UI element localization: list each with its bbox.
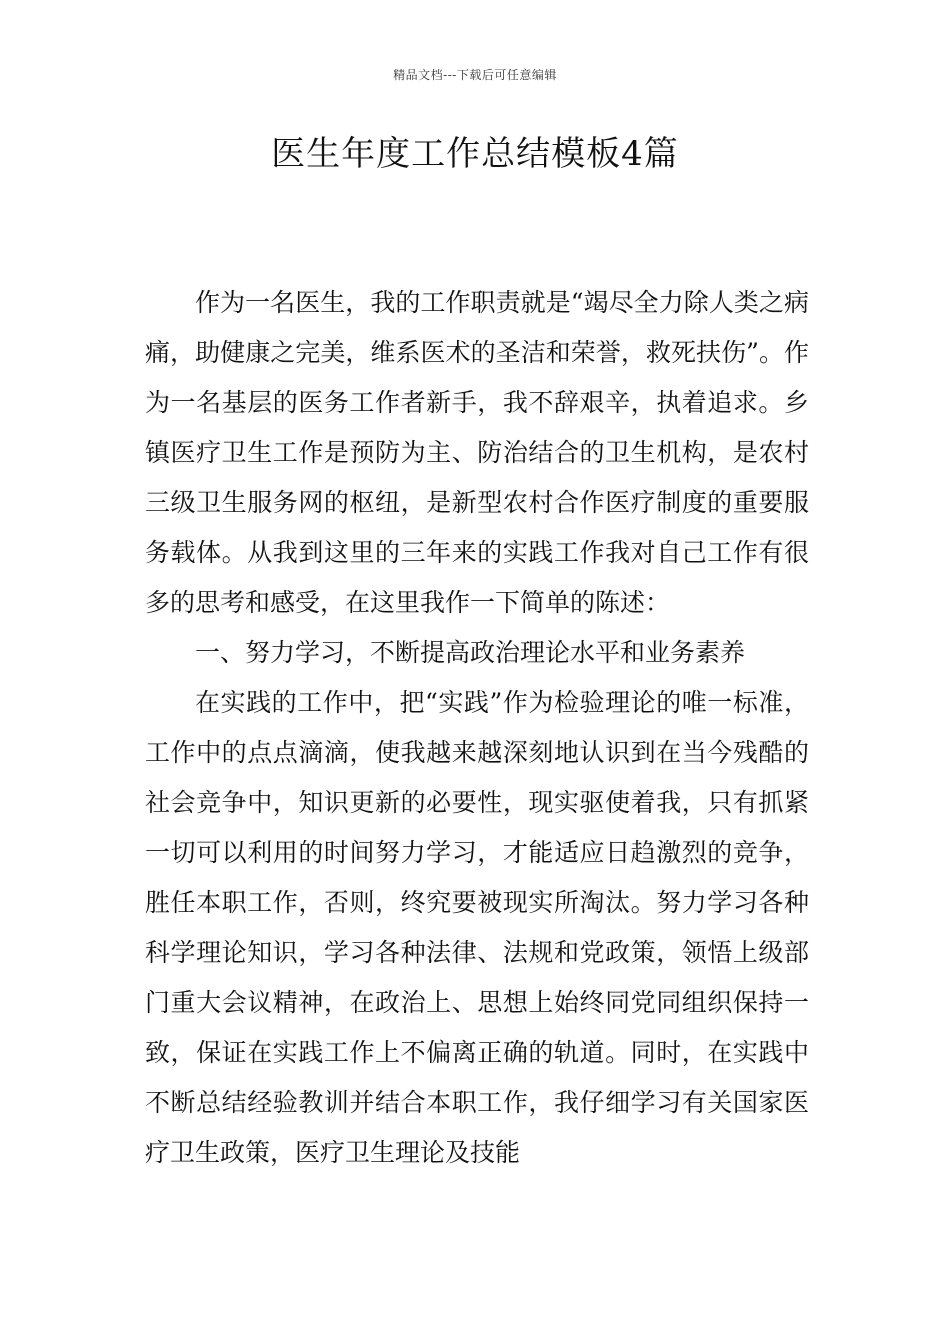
document-body (145, 278, 809, 1178)
header-note: 精品文档---下载后可任意编辑 (393, 68, 557, 82)
intro-paragraph: 作为一名医生，我的工作职责就是“竭尽全力除人类之病痛，助健康之完美，维系医术的圣洁和荣誉，救死扶伤”。作为一名基层的医务工作者新手，我不辞艰辛，执着追求。乡镇医疗卫生工作是预防为主、防治结合的卫生机构，是农村三级卫生服务网的枢纽，是新型农村合作医疗制度的重要服务载体。从我到这里的三年来的实践工作我对自己工作有很多的思考和感受，在这里我作一下简单的陈述： (145, 288, 809, 617)
section-1-heading: 一、努力学习，不断提高政治理论水平和业务素养 (195, 638, 746, 667)
document-title: 医生年度工作总结模板4篇 (271, 134, 679, 174)
section-1-paragraph: 在实践的工作中，把“实践”作为检验理论的唯一标准，工作中的点点滴滴，使我越来越深刻地认识到在当今残酷的社会竞争中，知识更新的必要性，现实驱使着我，只有抓紧一切可以利用的时间努力学习，才能适应日趋激烈的竞争，胜任本职工作，否则，终究要被现实所淘汰。努力学习各种科学理论知识，学习各种法律、法规和党政策，领悟上级部门重大会议精神，在政治上、思想上始终同党同组织保持一致，保证在实践工作上不偏离正确的轨道。同时，在实践中不断总结经验教训并结合本职工作，我仔细学习有关国家医疗卫生政策，医疗卫生理论及技能 (145, 688, 809, 1167)
